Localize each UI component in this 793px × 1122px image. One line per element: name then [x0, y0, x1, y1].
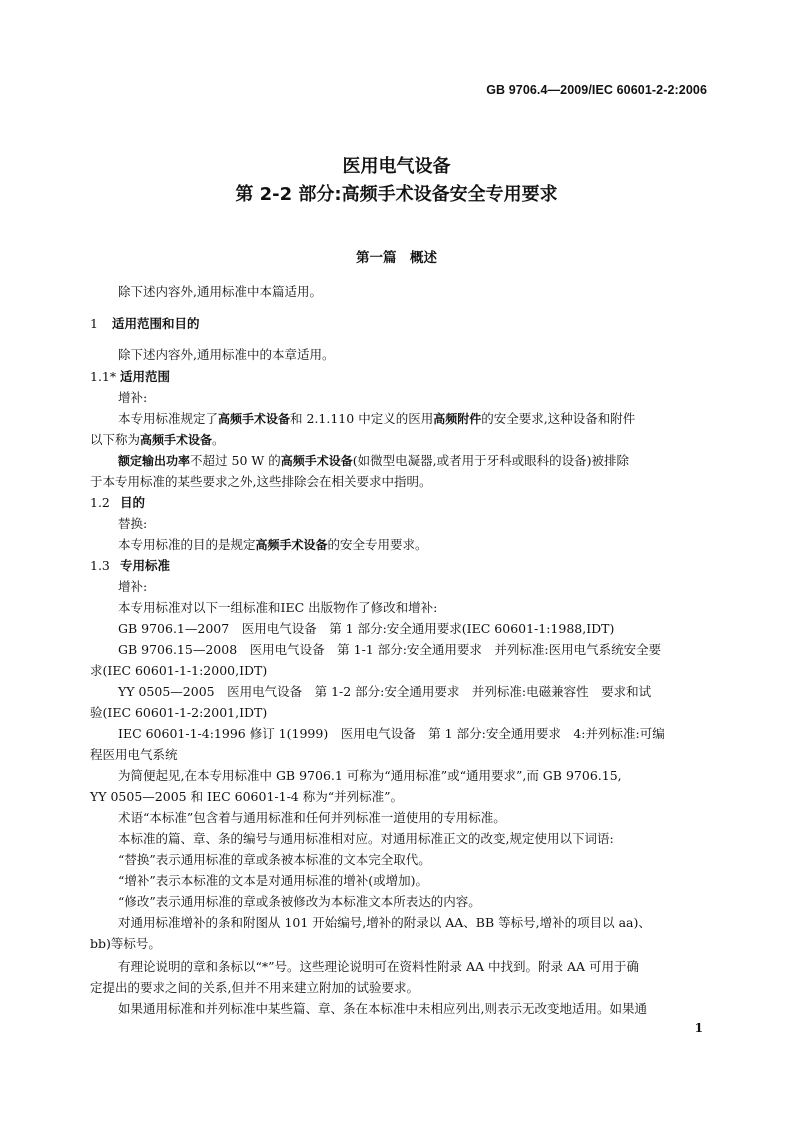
section-heading: 第一篇 概述	[356, 250, 437, 266]
clause-heading-1-3	[90, 556, 170, 576]
clause-title: 专用标准	[120, 558, 171, 573]
reference-line: GB 9706.1—2007 医用电气设备 第 1 部分:安全通用要求(IEC 60601-1:1988,IDT)	[118, 621, 615, 636]
paragraph: 本标准的篇、章、条的编号与通用标准相对应。对通用标准正文的改变,规定使用以下词语:	[118, 831, 614, 846]
clause-title: 适用范围和目的	[112, 316, 200, 331]
clause-number: 1.3	[90, 558, 110, 573]
paragraph-line: 有理论说明的章和条标以“*”号。这些理论说明可在资料性附录 AA 中找到。附录 AA 可用于确	[118, 959, 640, 974]
paragraph: 替换:	[118, 516, 148, 531]
clause-title: 适用范围	[120, 369, 171, 384]
paragraph: “替换”表示通用标准的章或条被本标准的文本完全取代。	[118, 852, 431, 867]
paragraph: “增补”表示本标准的文本是对通用标准的增补(或增加)。	[118, 873, 429, 888]
reference-line: 程医用电气系统	[90, 747, 178, 762]
document-title-line1: 医用电气设备	[342, 156, 451, 177]
paragraph: “修改”表示通用标准的章或条被修改为本标准文本所表达的内容。	[118, 894, 481, 909]
paragraph-line: 以下称为高频手术设备。	[90, 432, 225, 447]
paragraph-line: bb)等标号。	[90, 936, 161, 951]
paragraph-line: 额定输出功率不超过 50 W 的高频手术设备(如微型电凝器,或者用于牙科或眼科的设备)被排除	[118, 453, 629, 468]
paragraph: 除下述内容外,通用标准中的本章适用。	[118, 347, 335, 362]
paragraph: 术语“本标准”包含着与通用标准和任何并列标准一道使用的专用标准。	[118, 810, 506, 825]
paragraph-line: 本专用标准的目的是规定高频手术设备的安全专用要求。	[118, 537, 428, 552]
clause-number: 1.1*	[90, 369, 117, 384]
paragraph-line: 本专用标准规定了高频手术设备和 2.1.110 中定义的医用高频附件的安全要求,这种设备和附件	[118, 411, 636, 426]
reference-line: GB 9706.15—2008 医用电气设备 第 1-1 部分:安全通用要求 并列标准:医用电气系统安全要	[118, 642, 662, 657]
paragraph: 增补:	[118, 579, 148, 594]
page-number: 1	[694, 1021, 703, 1035]
reference-line: 验(IEC 60601-1-2:2001,IDT)	[90, 705, 268, 720]
clause-heading-1-1	[90, 367, 170, 387]
reference-line: YY 0505—2005 医用电气设备 第 1-2 部分:安全通用要求 并列标准:电磁兼容性 要求和试	[118, 684, 652, 699]
paragraph-line: 定提出的要求之间的关系,但并不用来建立附加的试验要求。	[90, 980, 419, 995]
paragraph-line: YY 0505—2005 和 IEC 60601-1-4 称为“并列标准”。	[90, 789, 404, 804]
paragraph-line: 如果通用标准和并列标准中某些篇、章、条在本标准中未相应列出,则表示无改变地适用。如果通	[118, 1001, 647, 1016]
paragraph-line: 对通用标准增补的条和附图从 101 开始编号,增补的附录以 AA、BB 等标号,增补的项目以 aa)、	[118, 915, 651, 930]
document-title-line2: 第 2-2 部分:高频手术设备安全专用要求	[235, 184, 558, 205]
reference-line: 求(IEC 60601-1-1:2000,IDT)	[90, 663, 268, 678]
clause-title: 目的	[120, 495, 146, 510]
clause-heading-1-2	[90, 493, 145, 513]
paragraph-line: 为简便起见,在本专用标准中 GB 9706.1 可称为“通用标准”或“通用要求”,而 GB 9706.15,	[118, 768, 622, 783]
clause-number: 1.2	[90, 495, 110, 510]
paragraph: 本专用标准对以下一组标准和IEC 出版物作了修改和增补:	[118, 600, 438, 615]
standard-code-header: GB 9706.4—2009/IEC 60601-2-2:2006	[486, 83, 707, 97]
paragraph: 增补:	[118, 390, 148, 405]
clause-heading-1	[90, 314, 200, 334]
clause-number: 1	[90, 316, 98, 331]
reference-line: IEC 60601-1-4:1996 修订 1(1999) 医用电气设备 第 1 部分:安全通用要求 4:并列标准:可编	[118, 726, 665, 741]
paragraph: 除下述内容外,通用标准中本篇适用。	[118, 284, 322, 299]
paragraph-line: 于本专用标准的某些要求之外,这些排除会在相关要求中指明。	[90, 474, 432, 489]
